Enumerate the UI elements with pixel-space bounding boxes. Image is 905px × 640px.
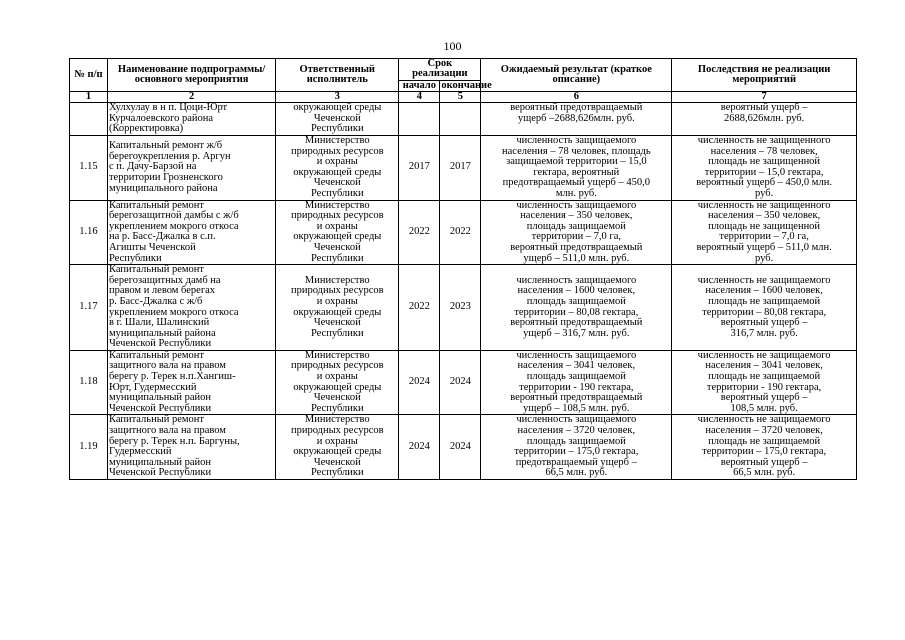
end-year: 2022 xyxy=(440,200,481,265)
measure-name: Капитальный ремонт защитного вала на правом берегу р. Терек н.п.Хангиш- Юрт, Гудермесский муниципальный район Чеченской Республики xyxy=(107,350,275,415)
column-number: 7 xyxy=(672,92,857,103)
row-number: 1.17 xyxy=(70,265,108,351)
header-name: Наименование подпрограммы/ основного мероприятия xyxy=(107,59,275,92)
start-year: 2024 xyxy=(399,415,440,480)
column-number: 2 xyxy=(107,92,275,103)
responsible-executor: Министерство природных ресурсов и охраны окружающей среды Чеченской Республики xyxy=(276,265,399,351)
table-row xyxy=(70,265,857,351)
row-number: 1.18 xyxy=(70,350,108,415)
row-number: 1.15 xyxy=(70,136,108,201)
row-number: 1.16 xyxy=(70,200,108,265)
consequence: численность не защищенного населения – 350 человек, площадь не защищенной территории – 7,0 га, вероятный ущерб – 511,0 млн. руб. xyxy=(672,200,857,265)
header-row xyxy=(70,59,857,81)
measure-name: Капитальный ремонт берегозащитных дамб на правом и левом берегах р. Басс-Джалка с ж/б укреплением мокрого откоса в г. Шали, Шалинский муниципальный района Чеченской Республики xyxy=(107,265,275,351)
end-year: 2017 xyxy=(440,136,481,201)
responsible-executor: Министерство природных ресурсов и охраны окружающей среды Чеченской Республики xyxy=(276,136,399,201)
responsible-executor: Министерство природных ресурсов и охраны окружающей среды Чеченской Республики xyxy=(276,350,399,415)
end-year: 2024 xyxy=(440,350,481,415)
consequence: вероятный ущерб – 2688,626млн. руб. xyxy=(672,103,857,136)
header-result: Ожидаемый результат (краткое описание) xyxy=(481,59,672,92)
table-row xyxy=(70,136,857,201)
start-year: 2022 xyxy=(399,200,440,265)
column-number: 5 xyxy=(440,92,481,103)
measure-name: Капитальный ремонт берегозащитной дамбы с ж/б укреплением мокрого откоса на р. Басс-Джалка в с.п. Агишты Чеченской Республики xyxy=(107,200,275,265)
start-year: 2017 xyxy=(399,136,440,201)
end-year: 2024 xyxy=(440,415,481,480)
header-period: Срок реализации xyxy=(399,59,481,81)
responsible-executor: Министерство природных ресурсов и охраны окружающей среды Чеченской Республики xyxy=(276,200,399,265)
header-num: № п/п xyxy=(70,59,108,92)
table-row xyxy=(70,350,857,415)
consequence: численность не защищаемого населения – 1600 человек, площадь не защищаемой территории – 80,08 гектара, вероятный ущерб – 316,7 млн. руб. xyxy=(672,265,857,351)
consequence: численность не защищаемого населения – 3041 человек, площадь не защищаемой территории - 190 гектара, вероятный ущерб – 108,5 млн. руб. xyxy=(672,350,857,415)
measures-table xyxy=(69,58,857,480)
expected-result: численность защищаемого населения – 1600 человек, площадь защищаемой территории – 80,08 гектара, вероятный предотвращаемый ущерб – 316,7 млн. руб. xyxy=(481,265,672,351)
column-number: 3 xyxy=(276,92,399,103)
row-number: 1.19 xyxy=(70,415,108,480)
responsible-executor: окружающей среды Чеченской Республики xyxy=(276,103,399,136)
responsible-executor: Министерство природных ресурсов и охраны окружающей среды Чеченской Республики xyxy=(276,415,399,480)
header-responsible: Ответственный исполнитель xyxy=(276,59,399,92)
column-number: 1 xyxy=(70,92,108,103)
end-year: 2023 xyxy=(440,265,481,351)
page-number: 100 xyxy=(443,39,462,53)
consequence: численность не защищенного населения – 78 человек, площадь не защищенной территории – 15,0 гектара, вероятный ущерб – 450,0 млн. руб. xyxy=(672,136,857,201)
measure-name: Капитальный ремонт защитного вала на правом берегу р. Терек н.п. Баргуны, Гудермесский муниципальный район Чеченской Республики xyxy=(107,415,275,480)
expected-result: численность защищаемого населения – 350 человек, площадь защищаемой территории – 7,0 га, вероятный предотвращаемый ущерб – 511,0 млн. руб. xyxy=(481,200,672,265)
consequence: численность не защищаемого населения – 3720 человек, площадь не защищаемой территории – 175,0 гектара, вероятный ущерб – 66,5 млн. руб. xyxy=(672,415,857,480)
header-end: окончание xyxy=(441,79,492,91)
start-year xyxy=(399,103,440,136)
header-consequence: Последствия не реализации мероприятий xyxy=(672,59,857,92)
table-row xyxy=(70,200,857,265)
expected-result: численность защищаемого населения – 78 человек, площадь защищаемой территории – 15,0 гектара, вероятный предотвращаемый ущерб – 450,0 млн. руб. xyxy=(481,136,672,201)
measure-name: Хулхулау в н п. Цоци-Юрт Курчалоевского района (Корректировка) xyxy=(107,103,275,136)
end-year xyxy=(440,103,481,136)
row-number xyxy=(70,103,108,136)
expected-result: численность защищаемого населения – 3041 человек, площадь защищаемой территории - 190 гектара, вероятный предотвращаемый ущерб – 108,5 млн. руб. xyxy=(481,350,672,415)
expected-result: численность защищаемого населения – 3720 человек, площадь защищаемой территории – 175,0 гектара, предотвращаемый ущерб – 66,5 млн. руб. xyxy=(481,415,672,480)
expected-result: вероятный предотвращаемый ущерб –2688,626млн. руб. xyxy=(481,103,672,136)
column-number: 6 xyxy=(481,92,672,103)
column-number-row xyxy=(70,92,857,103)
measure-name: Капитальный ремонт ж/б берегоукрепления р. Аргун с п. Дачу-Барзой на территории Грозненского муниципального района xyxy=(107,136,275,201)
start-year: 2024 xyxy=(399,350,440,415)
header-start: начало xyxy=(399,80,440,91)
table-row xyxy=(70,415,857,480)
table-row xyxy=(70,103,857,136)
start-year: 2022 xyxy=(399,265,440,351)
column-number: 4 xyxy=(399,92,440,103)
